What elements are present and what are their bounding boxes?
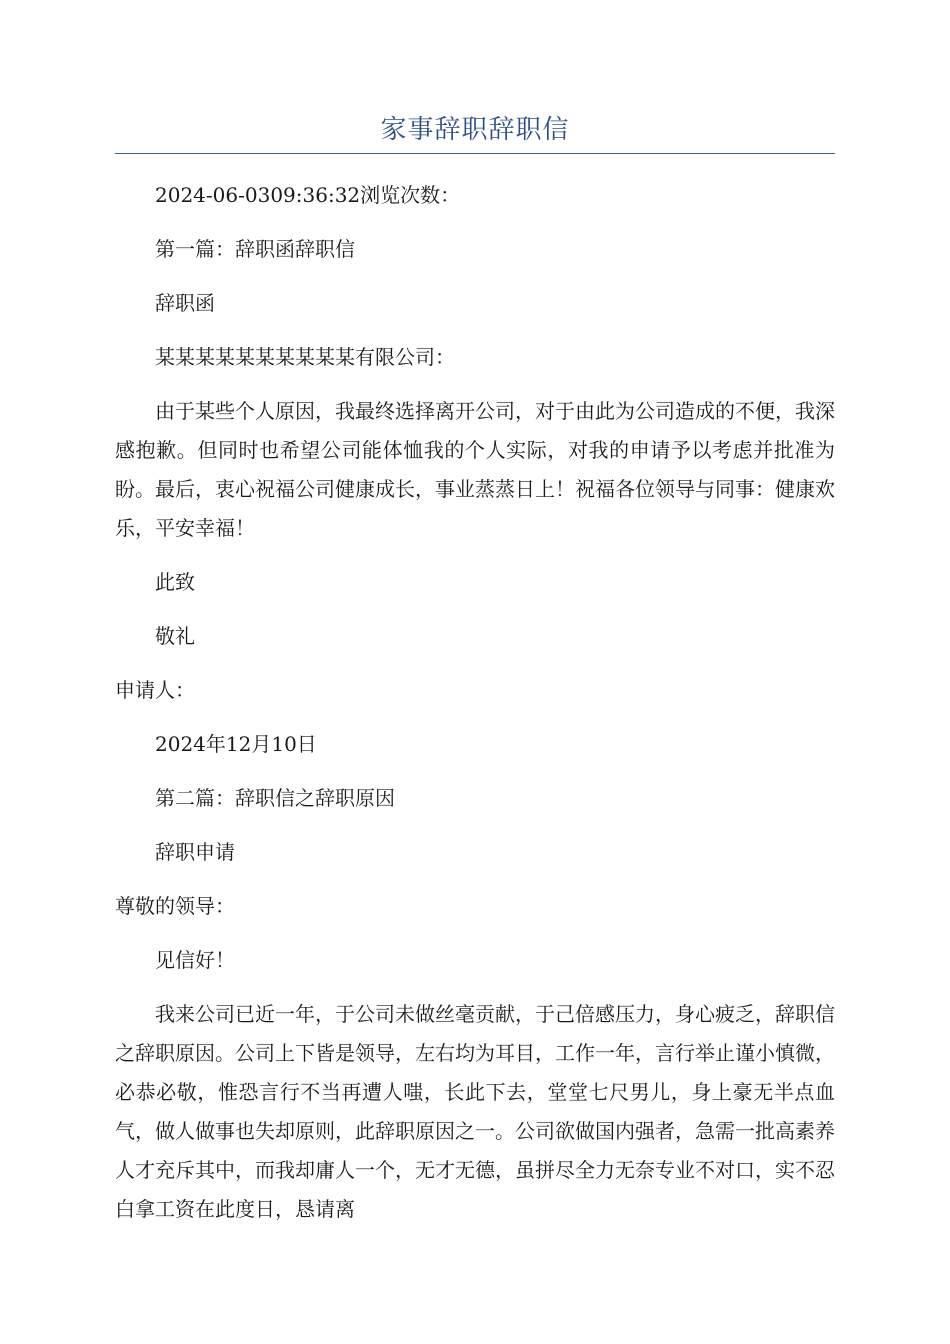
paragraph: 见信好！ xyxy=(155,948,235,972)
document-title: 家事辞职辞职信 xyxy=(380,115,570,145)
paragraph: 我来公司已近一年，于公司未做丝毫贡献，于己倍感压力，身心疲乏，辞职信之辞职原因。公司上下皆是领导，左右均为耳目，工作一年，言行举止谨小慎微，必恭必敬，惟恐言行不当再遭人嗤，长此下去，堂堂七尺男儿，身上豪无半点血气，做人做事也失却原则，此辞职原因之一。公司欲做国内强者，急需一批高素养人才充斥其中，而我却庸人一个，无才无德，虽拼尽全力无奈专业不对口，实不忍白拿工资在此度日，恳请离 xyxy=(115,1002,835,1221)
document-body xyxy=(115,176,835,1244)
paragraph: 此致 xyxy=(155,570,195,594)
title-underline xyxy=(115,153,835,154)
paragraph: 由于某些个人原因，我最终选择离开公司，对于由此为公司造成的不便，我深感抱歉。但同时也希望公司能体恤我的个人实际，对我的申请予以考虑并批准为盼。最后，衷心祝福公司健康成长，事业蒸蒸日上！祝福各位领导与同事：健康欢乐，平安幸福！ xyxy=(115,399,835,540)
paragraph: 辞职函 xyxy=(155,291,215,315)
paragraph: 敬礼 xyxy=(155,624,195,648)
paragraph: 2024-06-0309:36:32浏览次数： xyxy=(155,183,461,207)
paragraph: 尊敬的领导： xyxy=(115,894,235,918)
paragraph: 第二篇：辞职信之辞职原因 xyxy=(155,786,395,810)
paragraph: 第一篇：辞职函辞职信 xyxy=(155,237,355,261)
paragraph: 申请人： xyxy=(115,678,195,702)
paragraph: 某某某某某某某某某某有限公司： xyxy=(155,345,455,369)
paragraph: 辞职申请 xyxy=(155,840,235,864)
paragraph: 2024年12月10日 xyxy=(155,732,317,756)
